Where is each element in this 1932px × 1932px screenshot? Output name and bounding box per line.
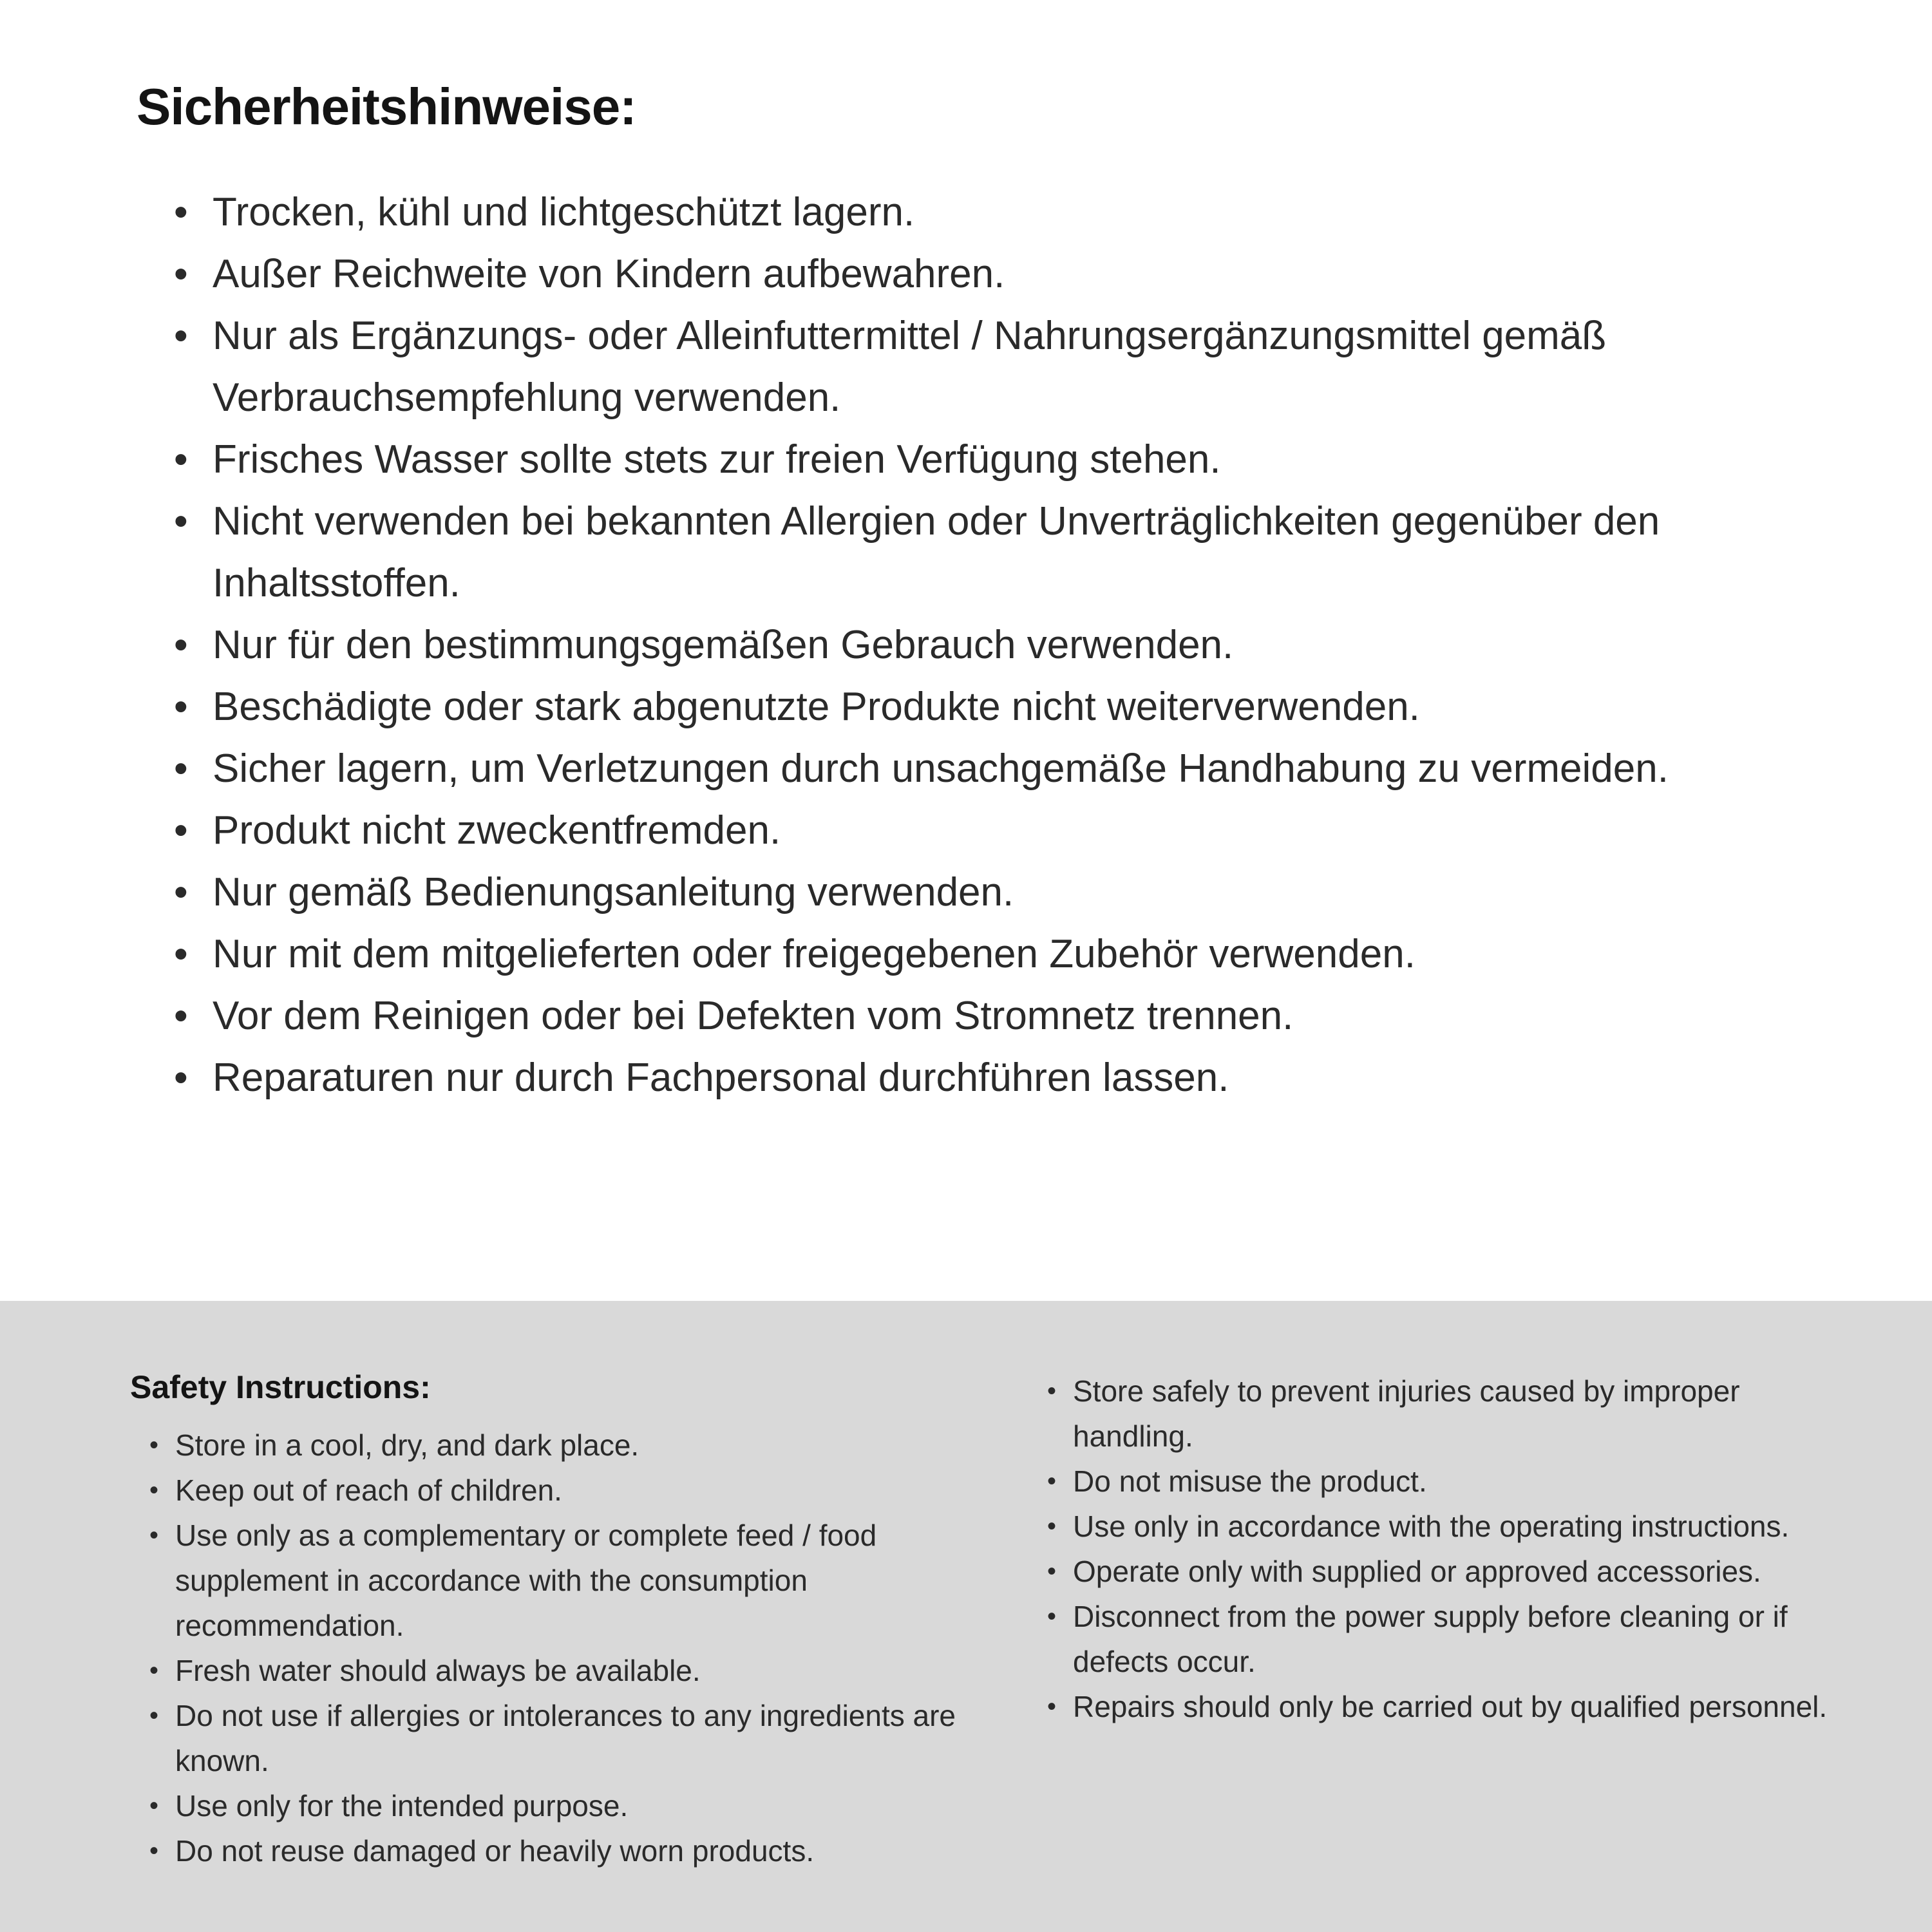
english-safety-item: • Use only for the intended purpose. [147,1783,987,1828]
english-right-column [1045,1368,1850,1932]
german-safety-title: Sicherheitshinweise: [137,78,636,135]
english-safety-item: • Keep out of reach of children. [147,1468,987,1513]
english-safety-section [0,1301,1932,1932]
german-safety-item: • Reparaturen nur durch Fachpersonal durchführen lassen. [174,1047,1816,1109]
english-safety-list-left [147,1423,987,1873]
german-safety-item: • Vor dem Reinigen oder bei Defekten vom Stromnetz trennen. [174,985,1816,1047]
english-safety-item: • Fresh water should always be available. [147,1648,987,1693]
english-safety-item: • Use only as a complementary or complete feed / food supplement in accordance with the consumption recommendation. [147,1513,987,1648]
german-safety-item: • Sicher lagern, um Verletzungen durch unsachgemäße Handhabung zu vermeiden. [174,738,1816,800]
english-safety-item: • Do not misuse the product. [1045,1459,1850,1504]
english-safety-title: Safety Instructions: [130,1369,431,1405]
english-safety-item: • Operate only with supplied or approved accessories. [1045,1549,1850,1594]
german-safety-item: • Nur als Ergänzungs- oder Alleinfuttermittel / Nahrungsergänzungsmittel gemäß Verbrauchsempfehlung verwenden. [174,305,1816,429]
german-safety-item: • Nur mit dem mitgelieferten oder freigegebenen Zubehör verwenden. [174,923,1816,985]
german-safety-item: • Frisches Wasser sollte stets zur freien Verfügung stehen. [174,429,1816,491]
german-safety-item: • Außer Reichweite von Kindern aufbewahren. [174,243,1816,305]
english-safety-item: • Use only in accordance with the operating instructions. [1045,1504,1850,1549]
german-safety-item: • Trocken, kühl und lichtgeschützt lagern. [174,182,1816,243]
english-safety-item: • Do not reuse damaged or heavily worn products. [147,1828,987,1873]
english-safety-list-right [1045,1368,1850,1729]
english-safety-item: • Store in a cool, dry, and dark place. [147,1423,987,1468]
german-safety-item: • Beschädigte oder stark abgenutzte Produkte nicht weiterverwenden. [174,676,1816,738]
german-safety-item: • Nur gemäß Bedienungsanleitung verwenden. [174,862,1816,923]
english-safety-item: • Store safely to prevent injuries caused by improper handling. [1045,1368,1850,1459]
english-safety-item: • Repairs should only be carried out by qualified personnel. [1045,1684,1850,1729]
german-safety-list [174,182,1816,1109]
english-left-column [130,1368,987,1932]
english-safety-item: • Disconnect from the power supply before cleaning or if defects occur. [1045,1594,1850,1684]
english-safety-item: • Do not use if allergies or intolerances to any ingredients are known. [147,1693,987,1783]
german-safety-item: • Nur für den bestimmungsgemäßen Gebrauch verwenden. [174,614,1816,676]
german-safety-item: • Produkt nicht zweckentfremden. [174,800,1816,862]
german-safety-item: • Nicht verwenden bei bekannten Allergien oder Unverträglichkeiten gegenüber den Inhaltsstoffen. [174,491,1816,614]
